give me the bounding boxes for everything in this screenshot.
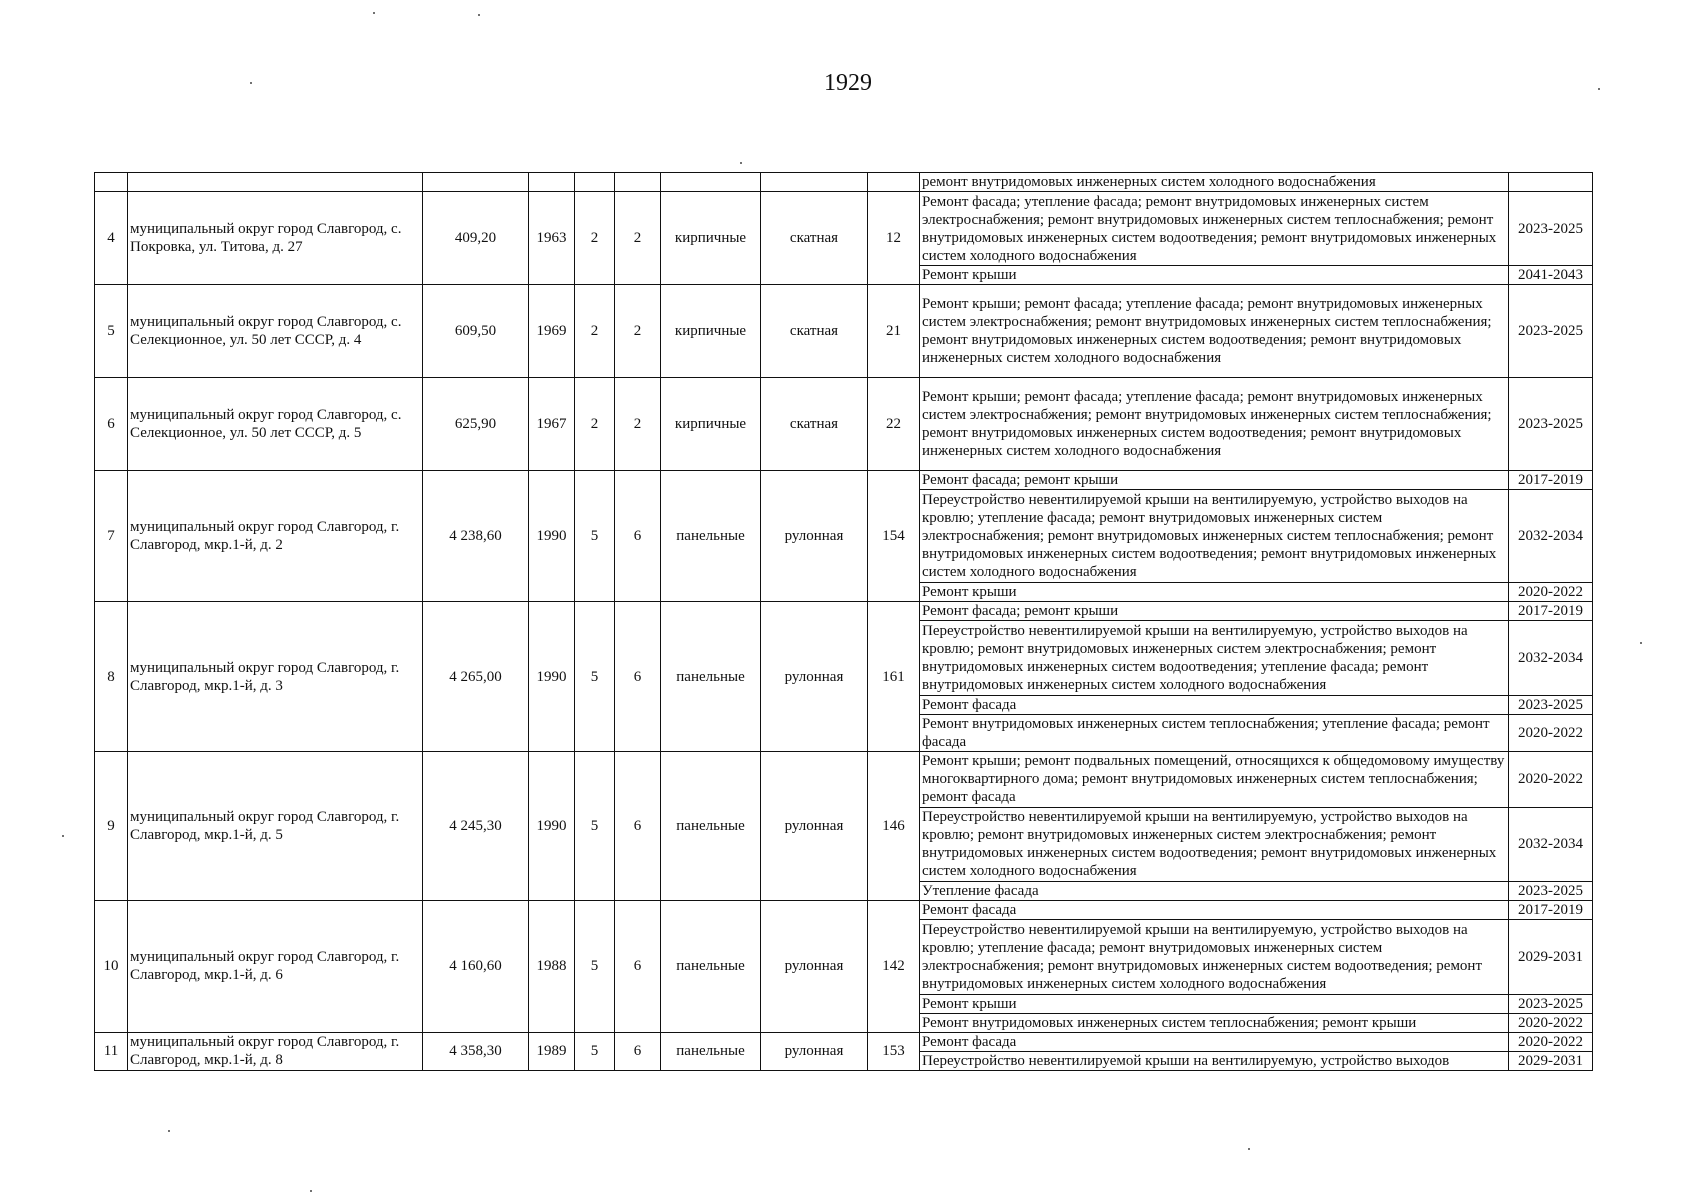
build-year: 1967 <box>529 378 575 471</box>
roof-type: рулонная <box>761 602 868 752</box>
work-description: Переустройство невентилируемой крыши на вентилируемую, устройство выходов на кровлю; ремонт внутридомовых инженерных систем электроснабжения; ремонт внутридомовых инженерных систем водоотведения; ремонт внутридомовых инженерных систем холодного водоснабжения <box>920 807 1509 881</box>
resident-count: 142 <box>868 901 920 1032</box>
scan-speck <box>478 14 480 16</box>
scan-speck <box>373 12 375 14</box>
total-area: 625,90 <box>423 378 529 471</box>
work-period: 2023-2025 <box>1509 192 1593 266</box>
build-year: 1988 <box>529 901 575 1032</box>
work-period: 2023-2025 <box>1509 882 1593 901</box>
work-description: Ремонт крыши <box>920 583 1509 602</box>
floor-count: 5 <box>575 901 615 1032</box>
roof-type: рулонная <box>761 901 868 1032</box>
total-area: 609,50 <box>423 285 529 378</box>
empty-cell <box>661 173 761 192</box>
scan-speck <box>1248 1148 1250 1150</box>
work-period: 2023-2025 <box>1509 378 1593 471</box>
work-period: 2023-2025 <box>1509 285 1593 378</box>
work-period: 2017-2019 <box>1509 602 1593 621</box>
work-description: Ремонт фасада <box>920 1032 1509 1051</box>
roof-type: скатная <box>761 378 868 471</box>
scan-speck <box>1640 642 1642 644</box>
work-period: 2029-2031 <box>1509 920 1593 994</box>
work-description: Переустройство невентилируемой крыши на вентилируемую, устройство выходов на кровлю; утепление фасада; ремонт внутридомовых инженерных систем электроснабжения; ремонт внутридомовых инженерных систем теплоснабжения; ремонт внутридомовых инженерных систем водоотведения; ремонт внутридомовых инженерных систем холодного водоснабжения <box>920 490 1509 583</box>
work-description: Ремонт крыши; ремонт подвальных помещений, относящихся к общедомовому имуществу многоквартирного дома; ремонт внутридомовых инженерных систем теплоснабжения; ремонт фасада <box>920 751 1509 807</box>
build-year: 1990 <box>529 602 575 752</box>
wall-material: панельные <box>661 471 761 602</box>
empty-cell <box>529 173 575 192</box>
building-address: муниципальный округ город Славгород, с. Селекционное, ул. 50 лет СССР, д. 4 <box>128 285 423 378</box>
build-year: 1963 <box>529 192 575 285</box>
scan-speck <box>250 82 252 84</box>
wall-material: панельные <box>661 751 761 900</box>
work-period: 2020-2022 <box>1509 1032 1593 1051</box>
wall-material: панельные <box>661 901 761 1032</box>
table-row <box>95 602 1593 621</box>
resident-count: 21 <box>868 285 920 378</box>
work-description: Ремонт крыши; ремонт фасада; утепление фасада; ремонт внутридомовых инженерных систем электроснабжения; ремонт внутридомовых инженерных систем теплоснабжения; ремонт внутридомовых инженерных систем водоотведения; ремонт внутридомовых инженерных систем холодного водоснабжения <box>920 285 1509 378</box>
resident-count: 153 <box>868 1032 920 1070</box>
row-number: 10 <box>95 901 128 1032</box>
table-row <box>95 471 1593 490</box>
wall-material: кирпичные <box>661 378 761 471</box>
empty-cell <box>95 173 128 192</box>
work-description: Ремонт внутридомовых инженерных систем теплоснабжения; ремонт крыши <box>920 1013 1509 1032</box>
work-description: Переустройство невентилируемой крыши на вентилируемую, устройство выходов <box>920 1051 1509 1070</box>
building-address: муниципальный округ город Славгород, г. Славгород, мкр.1-й, д. 3 <box>128 602 423 752</box>
work-description: Ремонт крыши <box>920 994 1509 1013</box>
roof-type: скатная <box>761 192 868 285</box>
total-area: 4 358,30 <box>423 1032 529 1070</box>
row-number: 11 <box>95 1032 128 1070</box>
page-number: 1929 <box>824 70 872 96</box>
resident-count: 12 <box>868 192 920 285</box>
work-description: Ремонт фасада <box>920 695 1509 714</box>
table-row <box>95 901 1593 920</box>
wall-material: кирпичные <box>661 285 761 378</box>
work-period: 2020-2022 <box>1509 583 1593 602</box>
total-area: 4 160,60 <box>423 901 529 1032</box>
row-number: 9 <box>95 751 128 900</box>
work-description: Переустройство невентилируемой крыши на вентилируемую, устройство выходов на кровлю; утепление фасада; ремонт внутридомовых инженерных систем электроснабжения; ремонт внутридомовых инженерных систем водоотведения; ремонт внутридомовых инженерных систем холодного водоснабжения <box>920 920 1509 994</box>
wall-material: панельные <box>661 602 761 752</box>
row-number: 4 <box>95 192 128 285</box>
resident-count: 22 <box>868 378 920 471</box>
floor-count: 5 <box>575 602 615 752</box>
building-address: муниципальный округ город Славгород, г. Славгород, мкр.1-й, д. 2 <box>128 471 423 602</box>
row-number: 6 <box>95 378 128 471</box>
roof-type: скатная <box>761 285 868 378</box>
floor-count: 5 <box>575 751 615 900</box>
table-body <box>95 173 1593 1071</box>
scan-speck <box>740 162 742 164</box>
work-period: 2020-2022 <box>1509 1013 1593 1032</box>
work-description: Ремонт крыши <box>920 266 1509 285</box>
roof-type: рулонная <box>761 471 868 602</box>
work-period: 2020-2022 <box>1509 714 1593 751</box>
table-row <box>95 751 1593 807</box>
work-period <box>1509 173 1593 192</box>
empty-cell <box>423 173 529 192</box>
work-period: 2023-2025 <box>1509 695 1593 714</box>
table-row <box>95 192 1593 266</box>
entrance-count: 2 <box>615 285 661 378</box>
work-description: Ремонт фасада <box>920 901 1509 920</box>
work-description: Утепление фасада <box>920 882 1509 901</box>
building-address: муниципальный округ город Славгород, с. Селекционное, ул. 50 лет СССР, д. 5 <box>128 378 423 471</box>
table-row <box>95 378 1593 471</box>
work-description: Ремонт внутридомовых инженерных систем теплоснабжения; утепление фасада; ремонт фасада <box>920 714 1509 751</box>
entrance-count: 6 <box>615 1032 661 1070</box>
entrance-count: 6 <box>615 602 661 752</box>
total-area: 4 245,30 <box>423 751 529 900</box>
entrance-count: 6 <box>615 751 661 900</box>
build-year: 1989 <box>529 1032 575 1070</box>
scan-speck <box>1598 88 1600 90</box>
resident-count: 154 <box>868 471 920 602</box>
building-address: муниципальный округ город Славгород, с. Покровка, ул. Титова, д. 27 <box>128 192 423 285</box>
resident-count: 146 <box>868 751 920 900</box>
work-description: Ремонт фасада; утепление фасада; ремонт внутридомовых инженерных систем электроснабжения; ремонт внутридомовых инженерных систем теплоснабжения; ремонт внутридомовых инженерных систем водоотведения; ремонт внутридомовых инженерных систем холодного водоснабжения <box>920 192 1509 266</box>
floor-count: 5 <box>575 1032 615 1070</box>
build-year: 1990 <box>529 471 575 602</box>
wall-material: панельные <box>661 1032 761 1070</box>
entrance-count: 6 <box>615 471 661 602</box>
floor-count: 5 <box>575 471 615 602</box>
empty-cell <box>761 173 868 192</box>
floor-count: 2 <box>575 192 615 285</box>
empty-cell <box>128 173 423 192</box>
roof-type: рулонная <box>761 751 868 900</box>
empty-cell <box>575 173 615 192</box>
scan-speck <box>310 1190 312 1192</box>
row-number: 5 <box>95 285 128 378</box>
scan-speck <box>62 835 64 837</box>
work-period: 2041-2043 <box>1509 266 1593 285</box>
housing-repair-table <box>94 172 1593 1071</box>
entrance-count: 2 <box>615 192 661 285</box>
building-address: муниципальный округ город Славгород, г. Славгород, мкр.1-й, д. 5 <box>128 751 423 900</box>
table-row <box>95 173 1593 192</box>
work-description: Ремонт фасада; ремонт крыши <box>920 471 1509 490</box>
work-period: 2032-2034 <box>1509 621 1593 695</box>
work-period: 2020-2022 <box>1509 751 1593 807</box>
entrance-count: 2 <box>615 378 661 471</box>
work-period: 2032-2034 <box>1509 490 1593 583</box>
work-period: 2023-2025 <box>1509 994 1593 1013</box>
work-description: Ремонт крыши; ремонт фасада; утепление фасада; ремонт внутридомовых инженерных систем электроснабжения; ремонт внутридомовых инженерных систем теплоснабжения; ремонт внутридомовых инженерных систем водоотведения; ремонт внутридомовых инженерных систем холодного водоснабжения <box>920 378 1509 471</box>
work-period: 2032-2034 <box>1509 807 1593 881</box>
table-row <box>95 285 1593 378</box>
row-number: 8 <box>95 602 128 752</box>
scan-speck <box>168 1130 170 1132</box>
total-area: 409,20 <box>423 192 529 285</box>
work-period: 2017-2019 <box>1509 901 1593 920</box>
building-address: муниципальный округ город Славгород, г. Славгород, мкр.1-й, д. 6 <box>128 901 423 1032</box>
work-description: Переустройство невентилируемой крыши на вентилируемую, устройство выходов на кровлю; ремонт внутридомовых инженерных систем электроснабжения; ремонт внутридомовых инженерных систем водоотведения; утепление фасада; ремонт внутридомовых инженерных систем холодного водоснабжения <box>920 621 1509 695</box>
work-period: 2017-2019 <box>1509 471 1593 490</box>
row-number: 7 <box>95 471 128 602</box>
roof-type: рулонная <box>761 1032 868 1070</box>
empty-cell <box>868 173 920 192</box>
work-description: ремонт внутридомовых инженерных систем холодного водоснабжения <box>920 173 1509 192</box>
table-row <box>95 1032 1593 1051</box>
build-year: 1990 <box>529 751 575 900</box>
resident-count: 161 <box>868 602 920 752</box>
work-description: Ремонт фасада; ремонт крыши <box>920 602 1509 621</box>
floor-count: 2 <box>575 285 615 378</box>
wall-material: кирпичные <box>661 192 761 285</box>
building-address: муниципальный округ город Славгород, г. Славгород, мкр.1-й, д. 8 <box>128 1032 423 1070</box>
total-area: 4 265,00 <box>423 602 529 752</box>
empty-cell <box>615 173 661 192</box>
entrance-count: 6 <box>615 901 661 1032</box>
total-area: 4 238,60 <box>423 471 529 602</box>
floor-count: 2 <box>575 378 615 471</box>
work-period: 2029-2031 <box>1509 1051 1593 1070</box>
build-year: 1969 <box>529 285 575 378</box>
